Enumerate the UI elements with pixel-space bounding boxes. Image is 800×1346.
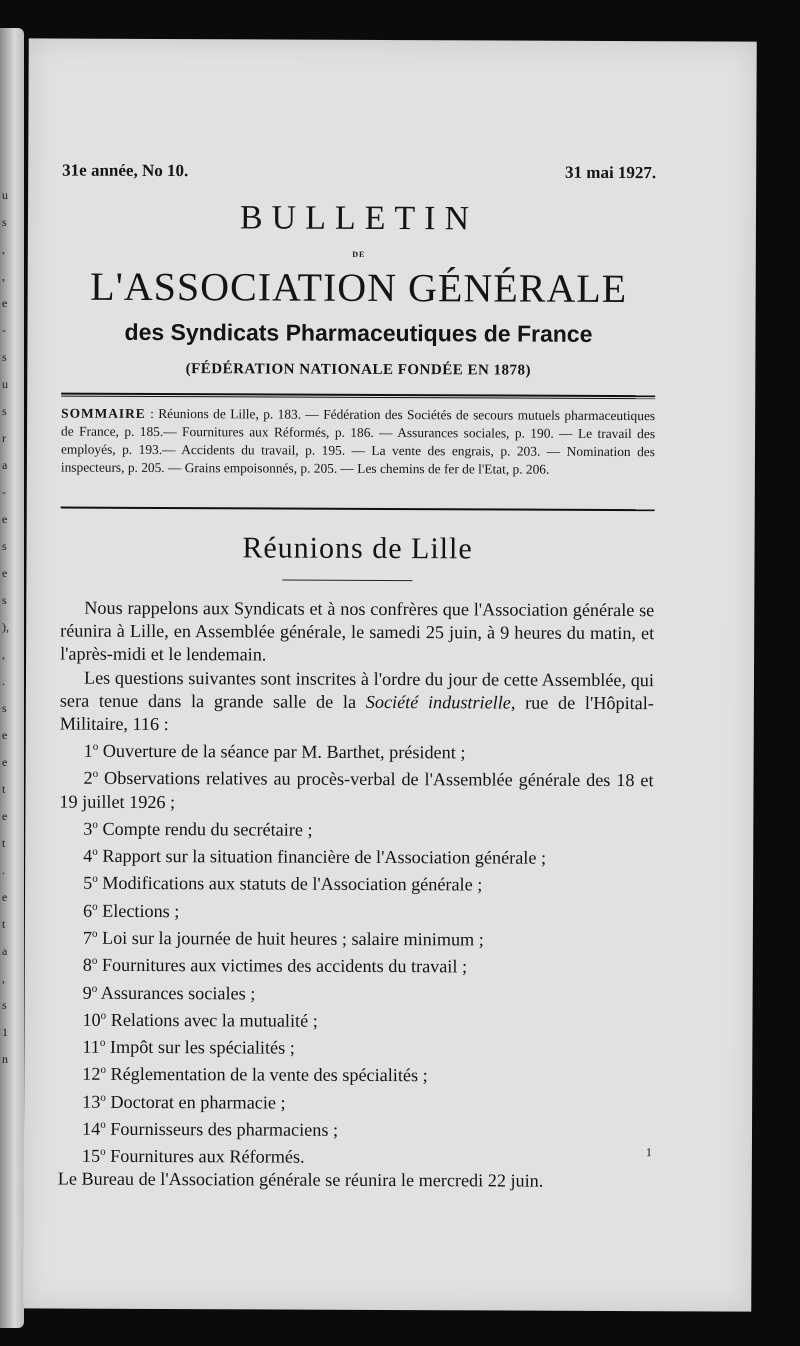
facing-page-letter: s [2,998,7,1012]
agenda-item-number: 13 [82,1091,101,1112]
agenda-item-number: 12 [82,1064,101,1085]
facing-page-letter: , [2,971,5,985]
agenda-item [60,736,654,766]
agenda-item-text: Doctorat en pharmacie ; [110,1091,286,1113]
facing-page-letter: , [2,269,5,283]
facing-page-letter: e [2,296,8,310]
facing-page-letter: - [2,323,6,337]
agenda-item-number: 1 [83,740,93,761]
agenda-item-text: Modifications aux statuts de l'Association générale ; [102,873,483,895]
agenda-item-number: 15 [81,1145,101,1166]
sommaire-text: : Réunions de Lille, p. 183. — Fédération des Sociétés de secours mutuels pharmaceutiques de France, p. 185.— Fournitures aux Réformés, p. 186. — Assurances sociales, p. 190. — Le travail des employés, p. 193.— Accidents du travail, p. 195. — La vente des engrais, p. 203. — Nomination des inspecteurs, p. 205. — Grains empoisonnés, p. 205. — Les chemins de fer de l'Etat, p. 206. [60,405,656,477]
facing-page-letter: e [2,512,8,526]
agenda-item [59,868,653,898]
facing-page-letter: t [2,836,6,850]
paragraph-2-start: Les questions suivantes sont inscrites à l'ordre du jour de cette Assemblée, qui sera tenue dans la grande salle de la [59,667,655,712]
agenda-item-ordinal: o [91,954,98,968]
facing-page-letter: 1 [2,1025,8,1039]
facing-page-letter: s [2,701,7,715]
agenda-item-text: Réglementation de la vente des spécialités ; [110,1064,428,1086]
agenda-item-number: 5 [83,873,93,894]
agenda-item [59,923,653,953]
agenda-item [58,1004,652,1034]
facing-page-letter: s [2,404,7,418]
facing-page-letter: - [2,485,6,499]
facing-page-letter: u [2,188,8,202]
facing-page-letter: ), [2,620,9,634]
facing-page-letter: s [2,215,7,229]
agenda-item-number: 6 [82,900,93,921]
paragraph-2-italic: Société industrielle [365,691,511,713]
agenda-item-ordinal: o [100,1091,106,1104]
agenda-item [59,977,653,1007]
agenda-item-ordinal: o [92,740,99,753]
issue-number: 31e année, No 10. [62,160,189,181]
bottom-rule [61,507,655,512]
agenda-item-ordinal: o [91,927,98,940]
paragraph-2-end: , rue de l'Hôpital-Militaire, 116 : [59,692,654,735]
agenda-item [58,1141,652,1171]
agenda-item [59,895,653,925]
facing-page-letter: e [2,728,8,742]
agenda-item [59,841,653,871]
agenda-item-ordinal: o [100,1145,106,1158]
facing-page-letter: , [2,242,5,256]
section-title: Réunions de Lille [242,531,473,566]
agenda-item-text: Impôt sur les spécialités ; [109,1036,295,1058]
page-mark: 1 [645,1145,652,1160]
agenda-item-text: Fournitures aux Réformés. [110,1145,305,1167]
facing-page-letter: t [2,917,6,931]
sommaire-block [61,405,655,480]
agenda-item-ordinal: o [100,1118,106,1131]
facing-page-letter: , [2,647,5,661]
agenda-item-number: 14 [81,1118,101,1139]
agenda-item [59,950,653,980]
federation-subtitle: (FÉDÉRATION NATIONALE FONDÉE EN 1878) [185,361,532,379]
sommaire-label: SOMMAIRE [61,405,146,421]
agenda-item [58,1032,652,1062]
agenda-item-number: 11 [82,1036,100,1057]
facing-page-letter: . [2,674,5,688]
agenda-item-text: Observations relatives au procès-verbal de l'Assemblée générale des 18 et 19 juillet 1926 ; [59,768,654,812]
section-underline [282,580,412,582]
facing-page-edge [0,28,24,1328]
facing-page-letter: e [2,809,8,823]
agenda-item [58,1086,652,1116]
issue-date: 31 mai 1927. [565,162,657,183]
agenda-item-text: Assurances sociales ; [100,982,256,1004]
agenda-item-text: Compte rendu du secrétaire ; [102,818,313,840]
facing-page-letter: e [2,566,8,580]
facing-page-letter: e [2,890,8,904]
facing-page-letter: . [2,863,5,877]
agenda-item-ordinal: o [92,768,99,781]
agenda-list [58,736,654,1171]
agenda-item-number: 4 [83,845,93,866]
syndicats-subtitle: des Syndicats Pharmaceutiques de France [124,318,593,347]
facing-page-letter: s [2,593,7,607]
facing-page-letter: n [2,1052,8,1066]
agenda-item [59,814,653,844]
document-page [23,38,757,1311]
agenda-item-ordinal: o [100,1064,106,1077]
agenda-item [59,763,653,816]
agenda-item-number: 9 [82,982,92,1003]
agenda-item-ordinal: o [92,900,98,913]
agenda-item-ordinal: o [100,1009,107,1022]
agenda-item-text: Fournitures aux victimes des accidents du travail ; [101,955,468,977]
closing-paragraph: Le Bureau de l'Association générale se réunira le mercredi 22 juin. [57,1168,544,1192]
agenda-item-text: Ouverture de la séance par M. Barthet, président ; [102,741,466,763]
facing-page-letter: e [2,755,8,769]
agenda-item-text: Relations avec la mutualité ; [110,1009,318,1031]
association-title: L'ASSOCIATION GÉNÉRALE [90,263,628,312]
facing-page-letter: s [2,539,7,553]
agenda-item-ordinal: o [92,845,98,858]
facing-page-letter: u [2,377,8,391]
agenda-item [58,1059,652,1089]
facing-page-letter: s [2,350,7,364]
masthead-de: DE [352,249,366,259]
agenda-item-number: 3 [83,818,93,839]
issue-line [62,160,657,183]
agenda-item-text: Elections ; [102,900,180,921]
article-body [58,597,655,1194]
agenda-item-ordinal: o [91,982,98,995]
agenda-item-number: 8 [82,955,92,976]
facing-page-letter: t [2,782,6,796]
agenda-item-text: Loi sur la journée de huit heures ; salaire minimum ; [101,927,484,950]
agenda-item-text: Fournisseurs des pharmaciens ; [110,1118,339,1140]
agenda-item-ordinal: o [92,873,98,886]
agenda-item-number: 10 [82,1009,101,1030]
agenda-item-text: Rapport sur la situation financière de l'Association générale ; [102,846,547,868]
facing-page-letter: a [2,944,8,958]
bulletin-title: BULLETIN [239,199,479,238]
facing-page-letter: a [2,458,8,472]
agenda-item-ordinal: o [99,1036,106,1049]
agenda-item [58,1113,652,1143]
agenda-item-ordinal: o [92,818,98,831]
agenda-item-number: 2 [83,768,93,789]
paragraph-1: Nous rappelons aux Syndicats et à nos confrères que l'Association générale se réunira à Lille, en Assemblée générale, le samedi 25 juin, à 9 heures du matin, et l'après-midi et le lendemain. [60,597,655,665]
agenda-item-number: 7 [82,927,92,948]
paragraph-2 [60,666,654,738]
facing-page-letter: r [2,431,6,445]
